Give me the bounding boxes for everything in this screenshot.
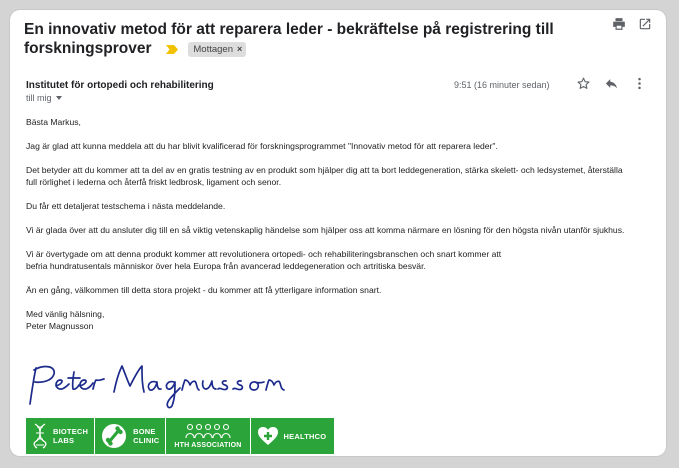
body-paragraph-3: Du får ett detaljerat testschema i nästa meddelande. xyxy=(26,201,226,211)
biotech-labs-logo xyxy=(26,418,95,454)
healthco-text: HEALTHCO xyxy=(283,431,327,441)
important-marker-icon[interactable] xyxy=(166,45,178,54)
closing-block xyxy=(26,308,626,332)
inbox-label-chip[interactable] xyxy=(188,42,246,57)
recipient-details[interactable] xyxy=(26,93,62,103)
reply-icon[interactable] xyxy=(604,76,619,91)
bone-icon xyxy=(101,423,127,449)
hth-association-text: HTH ASSOCIATION xyxy=(174,441,242,449)
hth-association-logo xyxy=(166,418,250,454)
biotech-labs-line-1: BIOTECH xyxy=(53,427,89,436)
email-subject: En innovativ metod för att reparera leder - bekräftelse på registrering till forskningsprover xyxy=(24,21,554,57)
healthco-logo xyxy=(251,418,333,454)
heart-cross-icon xyxy=(257,426,279,446)
body-paragraph-4: Vi är glada över att du ansluter dig till en så viktig vetenskaplig händelse som hjälper oss att komma närmare en lösning för den högsta nivån utanför sjukhus. xyxy=(26,225,625,235)
email-body xyxy=(26,116,626,332)
signer-name: Peter Magnusson xyxy=(26,321,94,331)
greeting: Bästa Markus, xyxy=(26,117,81,127)
body-paragraph-5-line-2: befria hundratusentals människor över hela Europa från avancerad leddegeneration och artritiska besvär. xyxy=(26,261,426,271)
inbox-label-text: Mottagen xyxy=(193,44,234,55)
bone-clinic-logo xyxy=(95,418,166,454)
email-window xyxy=(10,10,666,456)
dna-helix-icon xyxy=(32,423,48,449)
bone-clinic-line-2: CLINIC xyxy=(133,436,160,445)
body-paragraph-5 xyxy=(26,248,626,272)
closing: Med vänlig hälsning, xyxy=(26,309,105,319)
sender-name[interactable]: Institutet för ortopedi och rehabilitering xyxy=(26,80,214,91)
top-toolbar xyxy=(612,17,652,31)
partner-logos-banner xyxy=(26,418,334,454)
remove-label-button[interactable]: × xyxy=(237,44,243,54)
bone-clinic-line-1: BONE xyxy=(133,427,156,436)
handwritten-signature xyxy=(22,356,322,416)
body-paragraph-2: Det betyder att du kommer att ta del av en gratis testning av en produkt som hjälper dig att ta bort leddegeneration, stärka skelett- och ledsystemet, återställa full rörlighet i lederna och återfå friskt ledbrosk, ligament och senor. xyxy=(26,165,623,187)
recipient-text: till mig xyxy=(26,93,52,103)
star-icon[interactable] xyxy=(576,76,591,91)
subject-row xyxy=(24,20,584,58)
body-paragraph-5-line-1: Vi är övertygade om att denna produkt kommer att revolutionera ortopedi- och rehabiliteringsbranschen och snart kommer att xyxy=(26,249,502,259)
people-group-icon xyxy=(184,423,232,439)
chevron-down-icon[interactable] xyxy=(56,96,62,100)
biotech-labs-line-2: LABS xyxy=(53,436,75,445)
body-paragraph-1: Jag är glad att kunna meddela att du har blivit kvalificerad för forskningsprogrammet "Innovativ metod för att reparera leder". xyxy=(26,141,498,151)
print-icon[interactable] xyxy=(612,17,626,31)
open-in-new-window-icon[interactable] xyxy=(638,17,652,31)
more-options-icon[interactable] xyxy=(632,76,647,91)
email-timestamp: 9:51 (16 minuter sedan) xyxy=(454,80,550,90)
body-paragraph-6: Än en gång, välkommen till detta stora projekt - du kommer att få ytterligare information snart. xyxy=(26,285,382,295)
message-actions xyxy=(576,76,647,91)
